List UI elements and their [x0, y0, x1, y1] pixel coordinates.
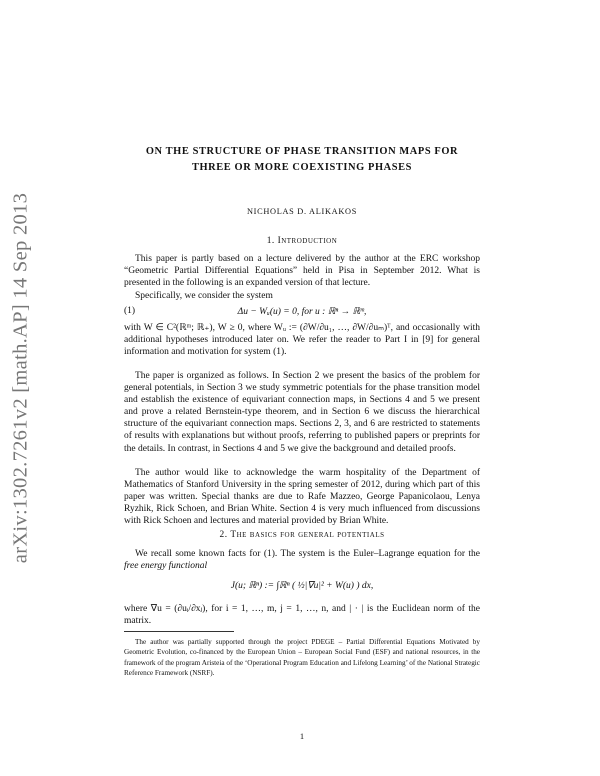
paragraph-known-facts [124, 548, 480, 572]
paragraph-acknowledgement-text: The author would like to acknowledge the warm hospitality of the Department of Mathematics of Stanford University in the spring semester of 2012, during which part of this paper was written. Special thanks are due to Rafe Mazzeo, George Papanicolaou, Lenya Ryzhik, Rick Schoen, and Brian White. Section 4 is very much influenced from discussions with Rick Schoen and lectures and material provided by Brian White. [124, 468, 480, 527]
arxiv-identifier: arXiv:1302.7261v2 [math.AP] 14 Sep 2013 [9, 192, 32, 563]
paragraph-system [124, 290, 480, 302]
section-1-title: Introduction [277, 236, 338, 246]
section-2-title: The basics for general potentials [230, 530, 385, 540]
paragraph-known-facts-text: We recall some known facts for (1). The system is the Euler–Lagrange equation for the [135, 549, 480, 559]
equation-1-body: Δu − Wᵤ(u) = 0, for u : ℝⁿ → ℝᵐ, [237, 307, 367, 317]
footnote-divider [124, 631, 234, 632]
paragraph-acknowledgement [124, 467, 480, 527]
author-name: NICHOLAS D. ALIKAKOS [246, 207, 358, 216]
free-energy-term: free energy functional [124, 561, 208, 572]
title-line-1: ON THE STRUCTURE OF PHASE TRANSITION MAPS FOR [145, 146, 459, 157]
title-line-2: THREE OR MORE COEXISTING PHASES [191, 162, 413, 173]
paragraph-organization [124, 370, 480, 455]
paragraph-intro [124, 253, 480, 289]
page-number: 1 [299, 731, 305, 741]
paragraph-organization-text: The paper is organized as follows. In Section 2 we present the basics of the problem for general potentials, in Section 3 we study symmetric potentials for the phase transition model and establish the existence of equivariant connection maps, in Sections 4 and 5 we present and prove a related Bernstein-type theorem, and in Section 6 we discuss the hierarchical structure of the equivariant connection maps. Sections 2, 3, and 6 are restricted to statements of results with explanations but without proofs, referring to published papers or preprints for the details. In contrast, in Sections 4 and 5 we give the background and detailed proofs. [124, 371, 480, 454]
section-2-heading [124, 530, 480, 540]
section-1-number: 1. [266, 236, 275, 246]
section-2-number: 2. [219, 530, 228, 540]
equation-1-number: (1) [124, 306, 136, 316]
footnote-funding-text: The author was partially supported through the project PDEGE – Partial Differential Equations Motivated by Geometric Evolution, co-financed by the European Union – European Social Fund (ESF) and national resources, in the framework of the program Aristeia of the ‘Operational Program Education and Lifelong Learning’ of the National Strategic Reference Framework (NSRF). [124, 638, 480, 678]
paragraph-intro-text: This paper is partly based on a lecture delivered by the author at the ERC workshop “Geometric Partial Differential Equations” held in Pisa in September 2012. What is presented in the following is an expanded version of that lecture. [124, 254, 480, 289]
paragraph-hypotheses: with W ∈ C²(ℝᵐ; ℝ₊), W ≥ 0, where Wᵤ := (∂W/∂u₁, …, ∂W/∂uₘ)ᵀ, and occasionally with additional hypotheses introduced later on. We refer the reader to Part I in [9] for general information and motivation for system (1). [124, 323, 480, 358]
paper-title [124, 144, 480, 176]
paragraph-gradient: where ∇u = (∂uᵢ/∂xⱼ), for i = 1, …, m, j = 1, …, n, and | · | is the Euclidean norm of the matrix. [124, 604, 480, 627]
equation-energy-body: J(u; ℝⁿ) := ∫ℝⁿ ( ½|∇u|² + W(u) ) dx, [230, 581, 374, 591]
footnote-funding [124, 637, 480, 679]
arxiv-sidebar-stamp [6, 185, 36, 570]
section-1-heading [124, 236, 480, 246]
paragraph-system-text: Specifically, we consider the system [135, 291, 273, 301]
